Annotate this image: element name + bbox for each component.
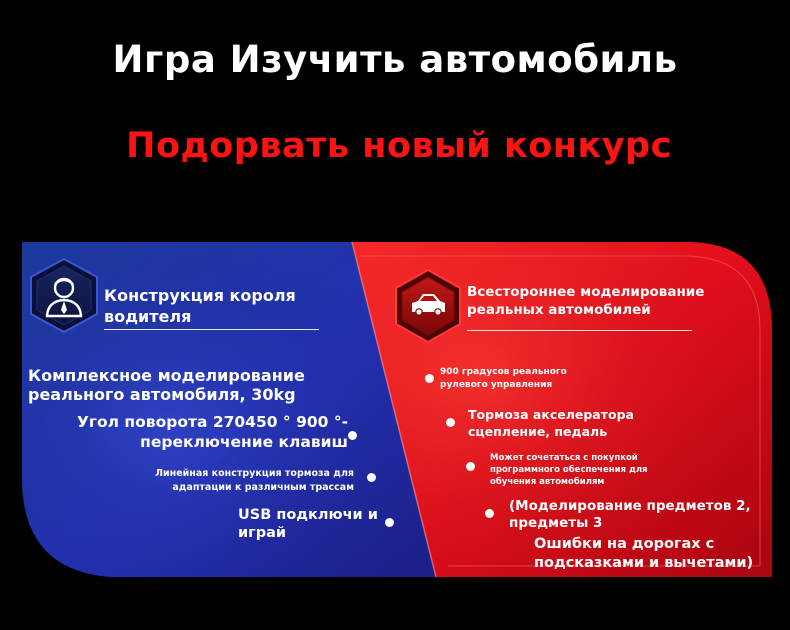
bullet-dot bbox=[348, 431, 357, 440]
right-feature-subjects: (Моделирование предметов 2, предметы 3 bbox=[509, 498, 751, 531]
left-feature-angle: Угол поворота 270450 ° 900 °- переключение клавиш bbox=[76, 413, 348, 451]
bullet-dot bbox=[485, 509, 494, 518]
left-feature-brake: Линейная конструкция тормоза для адаптации к различным трассам bbox=[155, 468, 354, 493]
left-heading-divider bbox=[104, 329, 319, 330]
bullet-dot bbox=[446, 418, 455, 427]
right-feature-steering: 900 градусов реального рулевого управления bbox=[440, 367, 567, 390]
right-heading-divider bbox=[467, 330, 692, 331]
bullet-dot bbox=[385, 518, 394, 527]
bullet-dot bbox=[367, 473, 376, 482]
page-subtitle: Подорвать новый конкурс bbox=[126, 126, 672, 166]
left-panel-heading: Конструкция короля водителя bbox=[104, 286, 296, 326]
bullet-dot bbox=[466, 462, 475, 471]
right-feature-pedals: Тормоза акселератора сцепление, педаль bbox=[468, 407, 634, 439]
right-panel-heading: Всестороннее моделирование реальных автомобилей bbox=[467, 284, 705, 318]
left-feature-usb: USB подключи и играй bbox=[238, 507, 378, 541]
page-title: Игра Изучить автомобиль bbox=[112, 38, 678, 81]
right-feature-software: Может сочетаться с покупкой программного обеспечения для обучения автомобилям bbox=[490, 453, 648, 487]
right-feature-errors: Ошибки на дорогах с подсказками и вычетами) bbox=[534, 536, 754, 571]
left-feature-main: Комплексное моделирование реального автомобиля, 30kg bbox=[28, 366, 305, 404]
bullet-dot bbox=[425, 374, 434, 383]
